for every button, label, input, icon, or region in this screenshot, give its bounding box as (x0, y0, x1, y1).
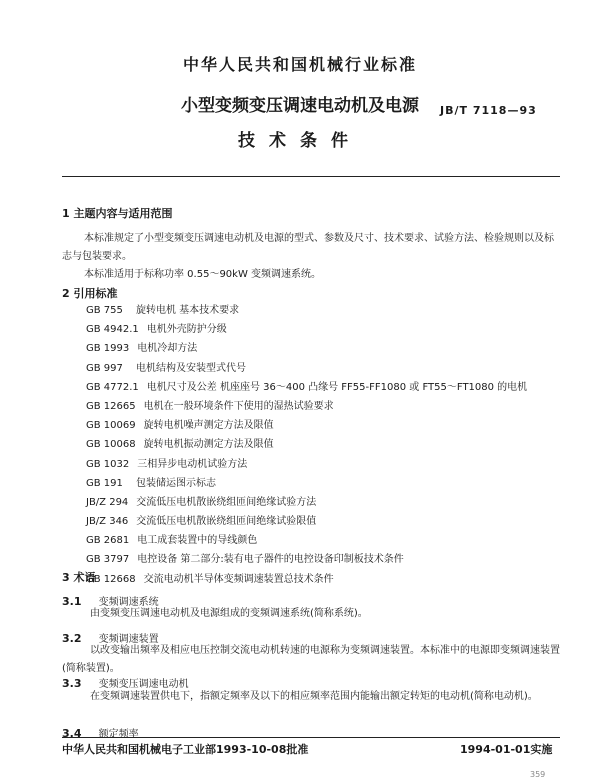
reference-item (86, 570, 566, 589)
clause-3-3-text: 在变频调速装置供电下，指额定频率及以下的相应频率范围内能输出额定转矩的电动机(简称电动机)。 (90, 691, 538, 702)
reference-code: GB 12668 (86, 573, 136, 585)
reference-item (86, 359, 566, 378)
document-title: 小型变频变压调速电动机及电源 (181, 96, 419, 116)
reference-title: 交流低压电机散嵌绕组匝间绝缘试验限值 (136, 516, 317, 528)
reference-code: GB 4942.1 (86, 324, 139, 336)
reference-code: GB 997 (86, 362, 123, 374)
reference-code: GB 4772.1 (86, 381, 139, 393)
header-divider (62, 176, 560, 177)
reference-code: GB 755 (86, 305, 123, 316)
reference-code: GB 3797 (86, 554, 130, 566)
clause-number: 3.2 (62, 632, 82, 645)
document-subtitle: 技术条件 (238, 131, 362, 151)
reference-item (86, 550, 566, 569)
reference-item (86, 474, 566, 493)
section-1-paragraph-1: 本标准规定了小型变频变压调速电动机及电源的型式、参数及尺寸、技术要求、试验方法、检验规则以及标志与包装要求。 (62, 233, 554, 262)
reference-title: 交流电动机半导体变频调速装置总技术条件 (143, 573, 334, 585)
approval-note: 中华人民共和国机械电子工业部1993-10-08批准 (62, 743, 309, 756)
footer-divider (62, 737, 560, 738)
section-2-heading: 2 引用标准 (62, 287, 118, 300)
reference-title: 包装储运图示标志 (136, 477, 216, 489)
reference-code: GB 1032 (86, 458, 130, 470)
clause-number: 3.3 (62, 677, 82, 690)
reference-title: 电控设备 第二部分:装有电子器件的电控设备印制板技术条件 (137, 554, 404, 566)
reference-code: JB/Z 346 (86, 516, 129, 528)
reference-title: 旋转电机 基本技术要求 (136, 305, 240, 316)
effective-date: 1994-01-01实施 (460, 743, 553, 756)
clause-3-4 (62, 722, 139, 741)
org-standard-heading: 中华人民共和国机械行业标准 (182, 55, 417, 74)
clause-title: 额定频率 (98, 729, 139, 740)
reference-title: 电机尺寸及公差 机座座号 36～400 凸缘号 FF55-FF1080 或 FT55～FT1080 的电机 (146, 381, 528, 393)
reference-item (86, 512, 566, 531)
reference-item (86, 378, 566, 397)
reference-title: 交流低压电机散嵌绕组匝间绝缘试验方法 (136, 496, 317, 508)
clause-title: 变频变压调速电动机 (98, 679, 189, 690)
reference-title: 电工成套装置中的导线颜色 (137, 535, 258, 547)
reference-title: 电机冷却方法 (137, 343, 198, 355)
reference-code: GB 191 (86, 477, 123, 489)
reference-title: 三相异步电动机试验方法 (137, 458, 248, 470)
reference-code: GB 1993 (86, 343, 130, 355)
clause-title: 变频调速系统 (98, 597, 159, 608)
clause-3-2-text: 以改变输出频率及相应电压控制交流电动机转速的电源称为变频调速装置。本标准中的电源即变频调速装置(简称装置)。 (62, 645, 560, 674)
standard-code: JB/T 7118—93 (440, 104, 537, 117)
reference-code: GB 10068 (86, 439, 136, 451)
section-3-heading: 3 术语 (62, 571, 96, 584)
reference-title: 电机外壳防护分级 (146, 324, 227, 336)
clause-number: 3.1 (62, 595, 82, 608)
reference-item (86, 531, 566, 550)
section-1-heading: 1 主题内容与适用范围 (62, 207, 173, 220)
reference-item (86, 397, 566, 416)
reference-title: 旋转电机振动测定方法及限值 (143, 439, 274, 451)
reference-item (86, 320, 566, 339)
section-1-paragraph-2: 本标准适用于标称功率 0.55～90kW 变频调速系统。 (84, 269, 322, 280)
reference-code: GB 2681 (86, 535, 130, 547)
reference-item (86, 416, 566, 435)
reference-item (86, 455, 566, 474)
reference-code: JB/Z 294 (86, 496, 129, 508)
clause-title: 变频调速装置 (98, 634, 159, 645)
reference-item (86, 301, 566, 320)
reference-item (86, 339, 566, 358)
page-number: 359 (530, 770, 546, 779)
reference-title: 电机结构及安装型式代号 (136, 362, 246, 374)
reference-item (86, 435, 566, 454)
reference-item (86, 493, 566, 512)
clause-number: 3.4 (62, 727, 82, 740)
reference-list (86, 301, 566, 589)
reference-title: 电机在一般环境条件下使用的湿热试验要求 (143, 400, 334, 412)
clause-3-1-text: 由变频变压调速电动机及电源组成的变频调速系统(简称系统)。 (90, 608, 368, 619)
reference-title: 旋转电机噪声测定方法及限值 (143, 420, 274, 432)
reference-code: GB 10069 (86, 420, 136, 432)
reference-code: GB 12665 (86, 400, 136, 412)
